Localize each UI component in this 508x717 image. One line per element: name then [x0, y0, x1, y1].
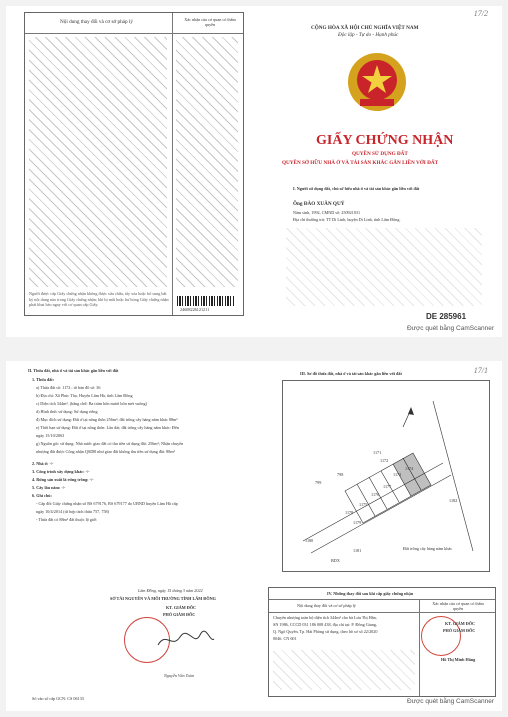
- map-label: 1182: [449, 498, 458, 503]
- land-detail-line: d) Hình thức sử dụng: Sử dụng riêng: [36, 409, 98, 414]
- map-and-changes-half: [256, 361, 502, 711]
- authority-column-header: Xác nhận của cơ quan có thẩm quyền: [184, 17, 236, 28]
- cover-note: Người được cấp Giấy chứng nhận không được sửa chữa, tẩy xóa hoặc bổ sung bất kỳ nội dung nào trong Giấy chứng nhận; khi bị mất hoặc hư hỏng Giấy chứng nhận phải khai báo ngay với cơ quan cấp Giấy.: [29, 291, 169, 308]
- note-line: - Thửa đất có 88m² đất thuộc lộ giới: [36, 517, 97, 522]
- cover-right-half: [256, 6, 502, 337]
- note-line: - Cấp đổi Giấy chứng nhận số BS 679176, BS 679177 do UBND huyện Lâm Hà cấp: [36, 501, 178, 506]
- issue-register-number: Số vào sổ cấp GCN: CS 06133: [32, 696, 84, 701]
- land-detail-line: ngày 15/10/2063: [36, 433, 65, 438]
- signature-icon: [156, 629, 216, 651]
- branch-signer-name: Hồ Thị Minh Hằng: [441, 657, 476, 662]
- note-line: ngày 10/4/2014 (từ hợp tách thửa 757, 758): [36, 509, 110, 514]
- section4-heading: IV. Những thay đổi sau khi cấp giấy chứng nhận: [327, 591, 414, 596]
- cover-left-half: [6, 6, 254, 337]
- map-label: BDX: [331, 558, 340, 563]
- section2-heading: II. Thửa đất, nhà ở và tài sản khác gắn liền với đất: [28, 368, 119, 373]
- changes-after-issue-table: [268, 587, 496, 697]
- issue-date: Lâm Đồng, ngày 15 tháng 3 năm 2022: [138, 588, 203, 593]
- land-details-half: [6, 361, 254, 711]
- barcode-number: 24608226121211: [180, 307, 210, 312]
- map-label: 1174: [405, 466, 414, 471]
- national-emblem-icon: [346, 51, 408, 113]
- certificate-subtitle-2: QUYỀN SỞ HỮU NHÀ Ở VÀ TÀI SẢN KHÁC GẮN LIỀN VỚI ĐẤT: [282, 160, 439, 166]
- parcel-map-drawing: [283, 381, 489, 571]
- owner-name: Ông ĐÀO XUÂN QUÝ: [293, 201, 345, 207]
- authority-hatch: [176, 37, 238, 287]
- land-detail-line: g) Nguồn gốc sử dụng: Nhà nước giao đất có thu tiền sử dụng đất: 256m²; Nhận chuyển: [36, 441, 184, 446]
- changes-blank-area: [273, 650, 415, 690]
- certificate-subtitle-1: QUYỀN SỬ DỤNG ĐẤT: [352, 151, 408, 157]
- sign-title-2: PHÓ GIÁM ĐỐC: [163, 612, 196, 617]
- issuing-department: SỞ TÀI NGUYÊN VÀ MÔI TRƯỜNG TỈNH LÂM ĐỒNG: [110, 596, 216, 601]
- section1-heading: I. Người sử dụng đất, chủ sở hữu nhà ở và tài sản khác gắn liền với đất: [293, 186, 420, 191]
- map-label: 1172: [380, 458, 389, 463]
- map-label: 1180: [305, 538, 314, 543]
- changes-table: [24, 12, 244, 316]
- corner-mark: 17/2: [473, 9, 488, 18]
- map-label: 1176: [371, 492, 380, 497]
- authority-column-header: Xác nhận của cơ quan có thẩm quyền: [432, 601, 484, 612]
- cover-watermark: [286, 228, 482, 306]
- branch-sign-title-2: PHÓ GIÁM ĐỐC: [443, 628, 476, 633]
- perennial-line: 5. Cây lâu năm: -/-: [32, 485, 66, 490]
- map-label: 1181: [353, 548, 362, 553]
- owner-birth: Năm sinh, 1992, CMND số: 250921031: [293, 210, 361, 215]
- barcode: [177, 296, 235, 306]
- signer-name: Nguyễn Văn Toàn: [164, 673, 194, 678]
- owner-address: Địa chỉ thường trú: TT Di Linh, huyện Di Linh, tỉnh Lâm Đồng.: [293, 217, 401, 222]
- map-label: 798: [337, 472, 344, 477]
- north-arrow-icon: [403, 407, 414, 427]
- branch-sign-title: KT. GIÁM ĐỐC: [445, 621, 476, 626]
- scanner-label: Được quét bằng CamScanner: [406, 698, 494, 705]
- notes-heading: 6. Ghi chú:: [32, 493, 52, 498]
- nation-name: CỘNG HÒA XÃ HỘI CHỦ NGHĨA VIỆT NAM: [311, 25, 419, 31]
- other-construction-line: 3. Công trình xây dựng khác: -/-: [32, 469, 90, 474]
- land-detail-line: e) Thời hạn sử dụng: Đất ở tại nông thôn: Lâu dài; đất trồng cây hàng năm khác: Đến: [36, 425, 179, 430]
- change-entry-line: Chuyển nhượng toàn bộ diện tích 344m² cho bà Lưu Thị Hân,: [273, 615, 377, 620]
- sign-title: KT. GIÁM ĐỐC: [166, 605, 197, 610]
- land-detail-line: nhượng đất được Công nhận QSDĐ như giao đất không thu tiền sử dụng đất: 88m²: [36, 449, 175, 454]
- land-detail-line: c) Diện tích 344m², (bằng chữ: Ba trăm bốn mươi bốn mét vuông): [36, 401, 147, 406]
- map-note: Đất trồng cây hàng năm khác: [403, 546, 453, 551]
- land-detail-line: a) Thửa đất số: 1172 ; tờ bản đồ số: 36: [36, 385, 101, 390]
- change-entry-line: 0046. CN 601: [273, 636, 297, 641]
- changes-hatch: [29, 37, 167, 287]
- change-column-header: Nội dung thay đổi và cơ sở pháp lý: [297, 603, 356, 608]
- corner-mark: 17/1: [473, 366, 488, 375]
- certificate-title: GIẤY CHỨNG NHẬN: [316, 133, 454, 148]
- change-entry-line: Q. Ngô Quyền, Tp. Hải Phòng sử dụng, theo hồ sơ số 22/2020: [273, 629, 378, 634]
- house-line: 2. Nhà ở: -/-: [32, 461, 54, 466]
- land-detail-line: b) Địa chỉ: Xã Phúc Thọ, Huyện Lâm Hà, tỉnh Lâm Đồng: [36, 393, 133, 398]
- land-heading: 1. Thửa đất:: [32, 377, 55, 382]
- changes-column-header: Nội dung thay đổi và cơ sở pháp lý: [60, 19, 133, 25]
- section3-heading: III. Sơ đồ thửa đất, nhà ở và tài sản khác gắn liền với đất: [300, 371, 402, 376]
- certificate-cover-page: [6, 6, 502, 337]
- change-entry-line: SN 1986, CCCD 031 186 008 438, địa chỉ tại: P. Đông Giang,: [273, 622, 377, 627]
- map-label: 799: [315, 480, 322, 485]
- serial-number: DE 285961: [426, 312, 467, 321]
- certificate-inner-page: [6, 361, 502, 711]
- map-label: 1178: [345, 510, 354, 515]
- nation-motto: Độc lập - Tự do - Hạnh phúc: [338, 32, 399, 38]
- scanner-label: Được quét bằng CamScanner: [406, 325, 494, 332]
- map-label: 1171: [373, 450, 382, 455]
- map-label: 1173: [393, 472, 402, 477]
- land-detail-line: đ) Mục đích sử dụng: Đất ở tại nông thôn 256m²; đất trồng cây hàng năm khác 88m²: [36, 417, 178, 422]
- map-label: 1177: [383, 484, 392, 489]
- forest-line: 4. Rừng sản xuất là rừng trồng: -/-: [32, 477, 94, 482]
- map-label: 1179: [353, 520, 362, 525]
- parcel-map: [282, 380, 490, 572]
- map-label: 1175: [359, 502, 368, 507]
